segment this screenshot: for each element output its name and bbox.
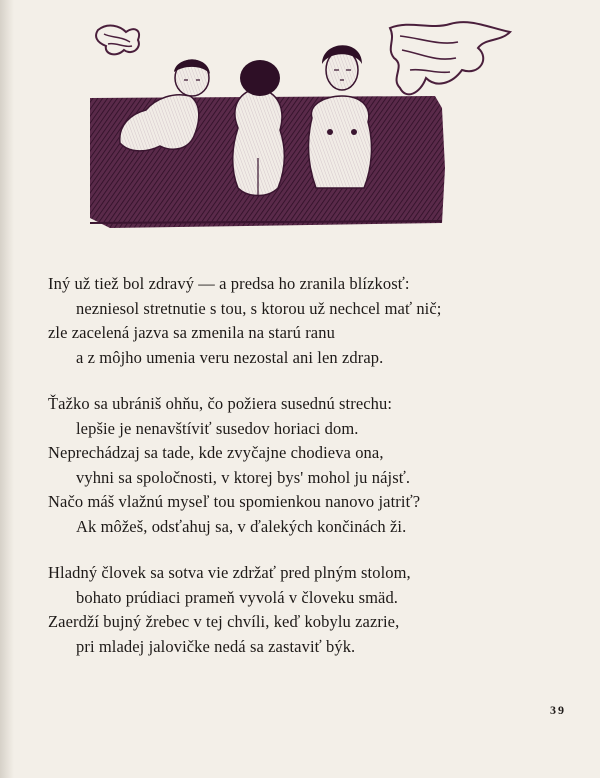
poem-line: a z môjho umenia veru nezostal ani len zdrap.	[76, 347, 384, 367]
poem-line: Načo máš vlažnú myseľ tou spomienkou nanovo jatriť?	[48, 492, 421, 511]
stanza	[48, 561, 558, 659]
stanza	[48, 272, 558, 370]
bathing-women-engraving-icon	[90, 18, 520, 238]
page-number: 39	[550, 703, 566, 717]
poem-line: vyhni sa spoločnosti, v ktorej bys' mohol ju nájsť.	[76, 467, 411, 487]
poem-line: bohato prúdiaci prameň vyvolá v človeku smäd.	[76, 587, 399, 607]
poem-line: Neprechádzaj sa tade, kde zvyčajne chodieva ona,	[48, 443, 384, 462]
poem-line: lepšie je nenavštíviť susedov horiaci dom.	[76, 418, 359, 438]
poem-line: Zaerdží bujný žrebec v tej chvíli, keď kobylu zazrie,	[48, 612, 400, 631]
poem-line: Iný už tiež bol zdravý — a predsa ho zranila blízkosť:	[48, 274, 410, 293]
poem-line: zle zacelená jazva sa zmenila na starú ranu	[48, 323, 335, 342]
poem-line: Hladný človek sa sotva vie zdržať pred plným stolom,	[48, 563, 411, 582]
poem-line: Ak môžeš, odsťahuj sa, v ďalekých končinách ži.	[76, 516, 407, 536]
stanza	[48, 392, 558, 539]
page-gutter-shadow	[0, 0, 14, 778]
poem-line: Ťažko sa ubrániš ohňu, čo požiera susednú strechu:	[48, 394, 393, 413]
poem-line: pri mladej jalovičke nedá sa zastaviť býk.	[76, 636, 356, 656]
poem-line: nezniesol stretnutie s tou, s ktorou už nechcel mať nič;	[76, 298, 442, 318]
poem	[48, 272, 558, 681]
